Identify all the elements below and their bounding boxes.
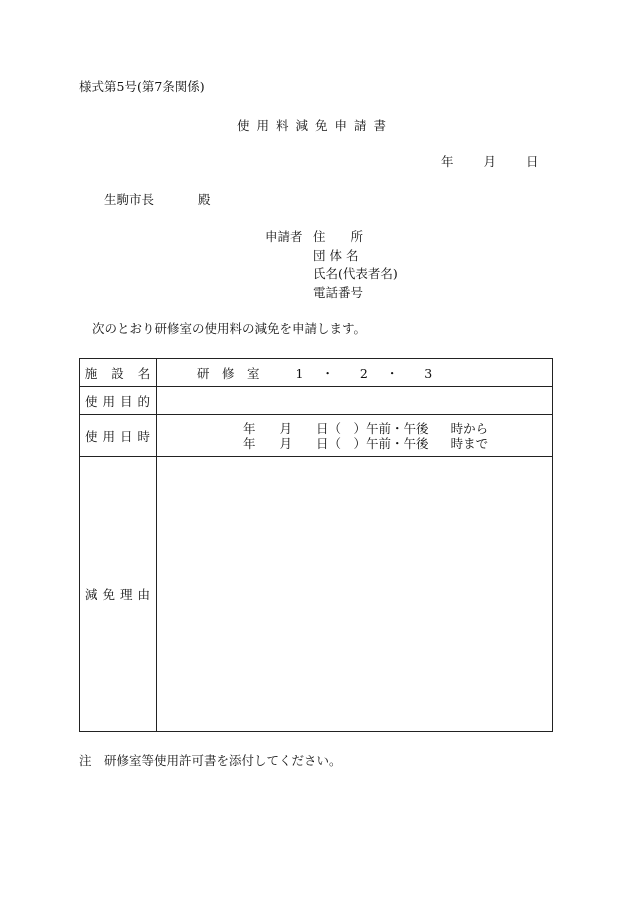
- addressee-honorific: 殿: [198, 192, 211, 207]
- applicant-phone-label: 電話番号: [313, 285, 364, 300]
- applicant-group-label: 団 体 名: [313, 248, 359, 263]
- purpose-row: [80, 387, 553, 415]
- dt-ampm: 午前・午後: [366, 420, 429, 436]
- addressee: [104, 194, 211, 207]
- dt-day: 日（ ）: [316, 420, 367, 436]
- dt-year: 年: [243, 435, 256, 451]
- footnote: 注 研修室等使用許可書を添付してください。: [79, 753, 342, 768]
- datetime-field[interactable]: [157, 415, 553, 457]
- application-date: [441, 156, 538, 169]
- date-year: 年: [441, 154, 454, 169]
- room-option-2[interactable]: 2: [359, 365, 368, 381]
- date-month: 月: [483, 154, 496, 169]
- room-option-3[interactable]: 3: [424, 365, 433, 381]
- dt-day: 日（ ）: [316, 435, 367, 451]
- document-title: 使用料減免申請書: [237, 118, 394, 133]
- datetime-label: 使用日時: [80, 415, 157, 457]
- reason-row: [80, 457, 553, 732]
- room-option-1[interactable]: 1: [295, 365, 304, 381]
- purpose-label: 使用目的: [80, 387, 157, 415]
- form-number: 様式第5号(第7条関係): [79, 79, 205, 94]
- facility-label: 施 設 名: [80, 359, 157, 387]
- applicant-label: 申請者: [265, 229, 303, 244]
- dt-month: 月: [279, 435, 293, 451]
- room-separator: ・: [321, 365, 334, 381]
- room-separator: ・: [385, 365, 399, 381]
- datetime-row: [80, 415, 553, 457]
- dt-year: 年: [243, 420, 256, 436]
- intro-text: 次のとおり研修室の使用料の減免を申請します。: [92, 321, 367, 336]
- datetime-start: [157, 421, 552, 436]
- reason-field[interactable]: [157, 457, 553, 732]
- dt-ampm: 午前・午後: [366, 435, 429, 451]
- facility-row: [80, 359, 553, 387]
- reason-label: 減免理由: [80, 457, 157, 732]
- dt-month: 月: [279, 420, 293, 436]
- application-form-table: [79, 358, 553, 732]
- dt-time: 時まで: [450, 435, 489, 451]
- applicant-address-label: 住 所: [313, 229, 364, 244]
- purpose-field[interactable]: [157, 387, 553, 415]
- facility-room: 研 修 室: [197, 365, 260, 381]
- dt-time: 時から: [450, 420, 489, 436]
- date-day: 日: [525, 154, 539, 169]
- datetime-end: [157, 436, 552, 451]
- applicant-name-label: 氏名(代表者名): [313, 266, 398, 281]
- addressee-name: 生駒市長: [104, 192, 155, 207]
- facility-value[interactable]: [157, 359, 553, 387]
